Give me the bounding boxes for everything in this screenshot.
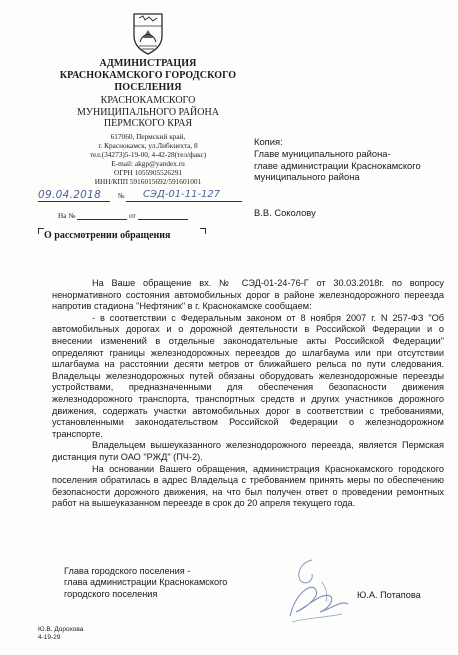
handwritten-signature-icon <box>282 552 356 628</box>
address-line-5: ОГРН 1055905526291 <box>113 167 183 177</box>
org-title-line-3: ПОСЕЛЕНИЯ <box>114 82 182 93</box>
executor-phone: 4-19-29 <box>38 634 61 641</box>
recipient-name: В.В. Соколову <box>254 207 316 219</box>
handwritten-date: 09.04.2018 <box>38 189 102 201</box>
subject-corner-top-right <box>200 228 206 234</box>
signatory-title-line-1: Глава городского поселения - <box>64 566 191 576</box>
reference-line <box>58 211 248 220</box>
signatory-title <box>64 566 227 600</box>
subject-line: О рассмотрении обращения <box>44 230 171 241</box>
recipient-block <box>254 136 454 219</box>
date-number-line <box>38 191 243 205</box>
recipient-line-3: главе администрации Краснокамского <box>254 159 421 171</box>
executor-name: Ю.В. Дорохова <box>38 626 84 633</box>
org-subtitle-line-2: МУНИЦИПАЛЬНОГО РАЙОНА <box>77 106 219 118</box>
ref-date-blank <box>138 212 188 220</box>
org-subtitle-line-3: ПЕРМСКОГО КРАЯ <box>103 118 193 129</box>
number-underline <box>126 201 242 202</box>
org-title-line-2: КРАСНОКАМСКОГО ГОРОДСКОГО <box>59 70 237 81</box>
body-paragraph-1: На Ваше обращение вх. № СЭД-01-24-76-Г от 30.03.2018г. по вопросу ненормативного состояния автомобильных дорог в районе железнодорожного переезда напротив стадиона "Нефтяник" в г. Краснокамске сообщаем: <box>52 278 444 312</box>
signatory-title-line-2: глава администрации Краснокамского <box>64 577 228 588</box>
org-subtitle <box>48 95 248 130</box>
signatory-name: Ю.А. Потапова <box>357 590 421 600</box>
date-underline <box>38 201 110 202</box>
address-line-6: ИНН/КПП 5916015692/591601001 <box>94 176 202 186</box>
recipient-line-2: Главе муниципального района- <box>254 147 391 159</box>
number-sign: № <box>118 192 125 200</box>
body-paragraph-3: Владельцем вышеуказанного железнодорожного переезда, является Пермская дистанция пути ОАО "РЖД" (ПЧ-2). <box>52 440 444 462</box>
body-paragraph-2: - в соответствии с Федеральным законом от 8 ноября 2007 г. N 257-ФЗ "Об автомобильных дорогах и о дорожной деятельности в Российской Федерации и о внесении изменений в отдельные законодательные акты Российской Федерации" определяют границы железнодорожных переездов до шлагбаума или при отсутствии шлагбаума на расстоянии десяти метров от ближайшего рельса по пути следования. Владельцы железнодорожных путей обязаны оборудовать железнодорожные переезды устройствами, предназначенными для обеспечения безопасности движения железнодорожного транспорта, транспортных средств и других участников дорожного движения, содержать участки автомобильных дорог в соответствии с требованиями, установленными законодательством Российской Федерации о железнодорожном транспорте. <box>52 312 444 439</box>
ref-from: от <box>128 211 136 220</box>
org-title-line-1: АДМИНИСТРАЦИЯ <box>99 58 197 69</box>
coat-of-arms-icon <box>131 12 165 55</box>
ref-number-blank <box>77 212 127 220</box>
handwritten-number: СЭД-01-11-127 <box>143 189 221 200</box>
body-paragraph-4: На основании Вашего обращения, администрация Краснокамского городского поселения обратилась в адрес Владельца с требованием принять меры по обеспечению безопасности дорожного движения, на что был получен ответ о проведении ремонтных работ на вышеуказанном переезде в срок до 20 апреля текущего года. <box>52 463 444 509</box>
letter-body <box>52 278 444 510</box>
recipient-line-1: Копия: <box>254 136 283 147</box>
address-line-4: E-mail: akgp@yandex.ru <box>111 158 185 168</box>
address-line-2: г. Краснокамск, ул.Либкнехта, 8 <box>98 140 198 150</box>
ref-prefix: На № <box>58 211 76 220</box>
signatory-title-line-3: городского поселения <box>64 588 158 599</box>
organization-block <box>48 58 248 186</box>
address-line-3: тел.(34273)5-19-00, 4-42-28(тел/факс) <box>89 149 207 159</box>
recipient-line-4: муниципального района <box>254 171 360 183</box>
executor-block <box>38 626 83 642</box>
org-address <box>48 132 248 186</box>
address-line-1: 617060, Пермский край, <box>110 131 186 141</box>
org-subtitle-line-1: КРАСНОКАМСКОГО <box>100 95 196 106</box>
